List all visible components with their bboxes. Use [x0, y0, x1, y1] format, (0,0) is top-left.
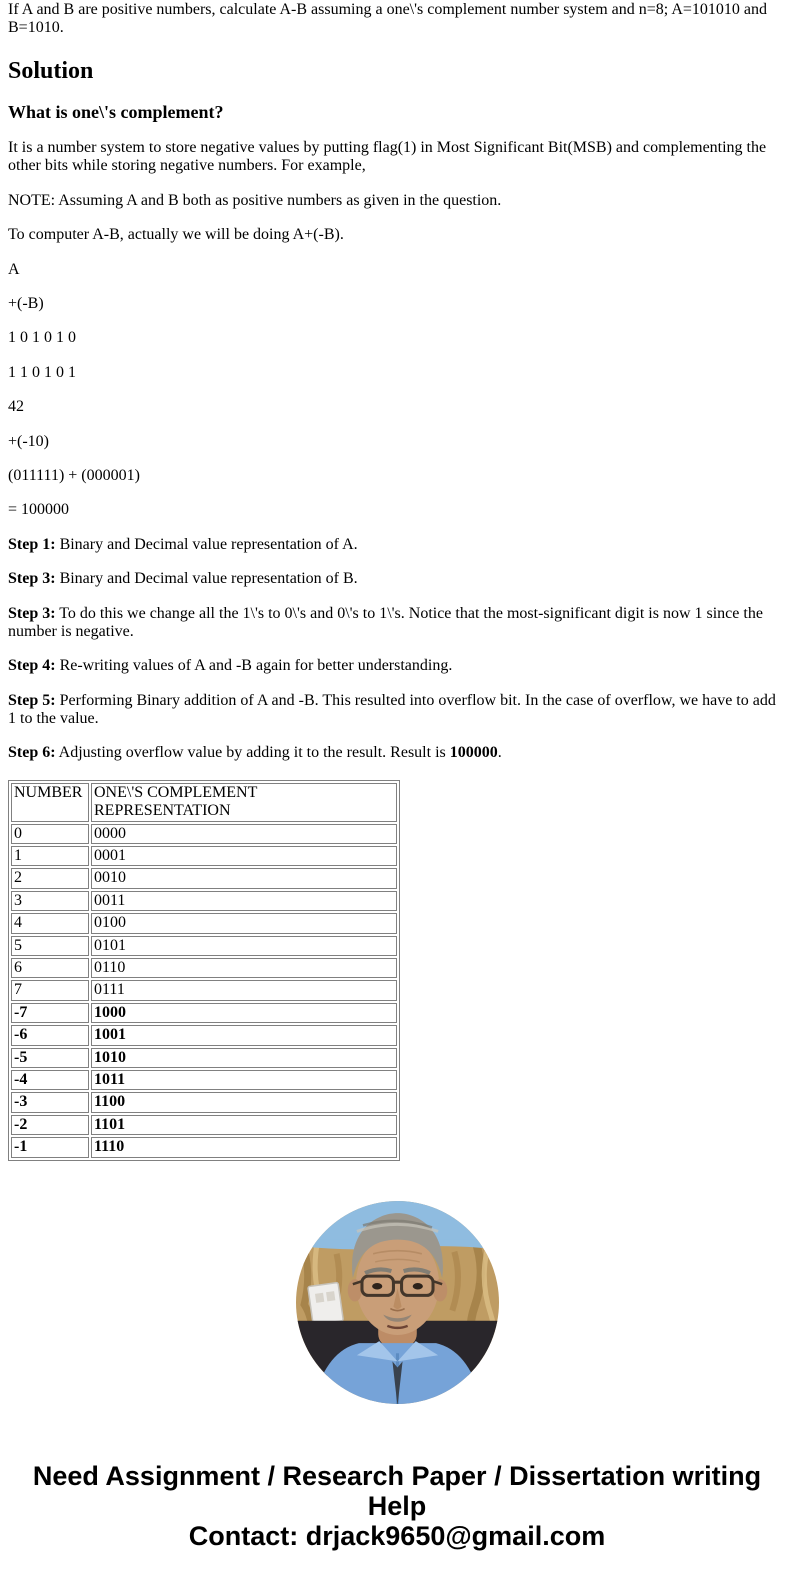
binary-working-block [8, 261, 786, 520]
step-result-value: 100000 [449, 744, 498, 762]
representation-cell: 0101 [91, 936, 397, 956]
intro-paragraph: It is a number system to store negative values by putting flag(1) in Most Significant Bit(MSB) and complementing the other bits while storing negative numbers. For example, [8, 139, 767, 175]
footer-banner [8, 1461, 786, 1552]
representation-cell: 1100 [91, 1092, 397, 1112]
working-line: +(-B) [8, 295, 44, 313]
number-cell: 4 [11, 913, 89, 933]
number-cell: 1 [11, 846, 89, 866]
table-row [11, 1048, 397, 1068]
step-label: Step 6: [8, 744, 56, 762]
number-cell: 7 [11, 980, 89, 1000]
table-row [11, 868, 397, 888]
question-text: If A and B are positive numbers, calculate A-B assuming a one\'s complement number system and n=8; A=101010 and B=1010. [8, 1, 768, 37]
table-row [11, 891, 397, 911]
footer-help-text: Need Assignment / Research Paper / Dissertation writing Help [32, 1460, 762, 1522]
number-cell: -4 [11, 1070, 89, 1090]
working-line: 1 0 1 0 1 0 [8, 329, 76, 347]
number-cell: -6 [11, 1025, 89, 1045]
table-row [11, 846, 397, 866]
table-row [11, 824, 397, 844]
number-cell: -7 [11, 1003, 89, 1023]
solution-heading: Solution [8, 57, 94, 84]
table-row [11, 1003, 397, 1023]
table-header-cell: ONE\'S COMPLEMENT REPRESENTATION [91, 783, 397, 822]
tutor-avatar [296, 1201, 499, 1404]
representation-cell: 0111 [91, 980, 397, 1000]
step-label: Step 4: [8, 657, 56, 675]
table-row [11, 1025, 397, 1045]
note-paragraph: NOTE: Assuming A and B both as positive numbers as given in the question. [8, 191, 502, 209]
table-header-row [11, 783, 397, 822]
representation-cell: 0010 [91, 868, 397, 888]
ones-complement-subheading: What is one\'s complement? [8, 102, 224, 123]
solution-steps-block [8, 536, 786, 763]
representation-cell: 1110 [91, 1137, 397, 1157]
step-paragraph: Step 1: Binary and Decimal value representation of A. [8, 535, 358, 553]
working-line: +(-10) [8, 432, 50, 450]
number-cell: 6 [11, 958, 89, 978]
document-page [8, 1, 786, 1552]
number-cell: 5 [11, 936, 89, 956]
representation-cell: 1101 [91, 1115, 397, 1135]
representation-cell: 0100 [91, 913, 397, 933]
representation-cell: 0000 [91, 824, 397, 844]
table-row [11, 1070, 397, 1090]
step-label: Step 1: [8, 535, 56, 553]
number-cell: -2 [11, 1115, 89, 1135]
working-line: A [8, 260, 20, 278]
footer-contact-email: Contact: drjack9650@gmail.com [188, 1521, 606, 1552]
ones-complement-table [8, 780, 400, 1161]
working-line: 1 1 0 1 0 1 [8, 363, 76, 381]
tutor-avatar-illustration [296, 1201, 499, 1404]
working-line: 42 [8, 398, 24, 416]
representation-cell: 1010 [91, 1048, 397, 1068]
step-label: Step 3: [8, 570, 56, 588]
number-cell: 3 [11, 891, 89, 911]
representation-cell: 0001 [91, 846, 397, 866]
table-row [11, 1137, 397, 1157]
step-paragraph: Step 3: To do this we change all the 1\'s to 0\'s and 0\'s to 1\'s. Notice that the most-significant digit is now 1 since the number is negative. [8, 604, 763, 640]
table-row [11, 936, 397, 956]
step-paragraph: Step 3: Binary and Decimal value representation of B. [8, 570, 358, 588]
representation-cell: 1011 [91, 1070, 397, 1090]
representation-cell: 0110 [91, 958, 397, 978]
table-row [11, 913, 397, 933]
number-cell: -1 [11, 1137, 89, 1157]
step-paragraph: Step 5: Performing Binary addition of A and -B. This resulted into overflow bit. In the case of overflow, we have to add 1 to the value. [8, 691, 776, 728]
number-cell: -5 [11, 1048, 89, 1068]
table-row [11, 1115, 397, 1135]
step-paragraph: Step 4: Re-writing values of A and -B again for better understanding. [8, 657, 453, 675]
table-header-cell: NUMBER [11, 783, 89, 822]
number-cell: 0 [11, 824, 89, 844]
step-label: Step 5: [8, 691, 56, 709]
number-cell: 2 [11, 868, 89, 888]
number-cell: -3 [11, 1092, 89, 1112]
table-row [11, 1092, 397, 1112]
working-line: (011111) + (000001) [8, 466, 140, 484]
step-paragraph: Step 6: Adjusting overflow value by adding it to the result. Result is 100000. [8, 744, 502, 762]
representation-cell: 1000 [91, 1003, 397, 1023]
table-row [11, 958, 397, 978]
tutor-photo-wrapper [8, 1201, 786, 1409]
compute-paragraph: To computer A-B, actually we will be doing A+(-B). [8, 226, 344, 244]
representation-cell: 1001 [91, 1025, 397, 1045]
working-line: = 100000 [8, 501, 70, 519]
step-label: Step 3: [8, 604, 56, 622]
table-row [11, 980, 397, 1000]
representation-cell: 0011 [91, 891, 397, 911]
